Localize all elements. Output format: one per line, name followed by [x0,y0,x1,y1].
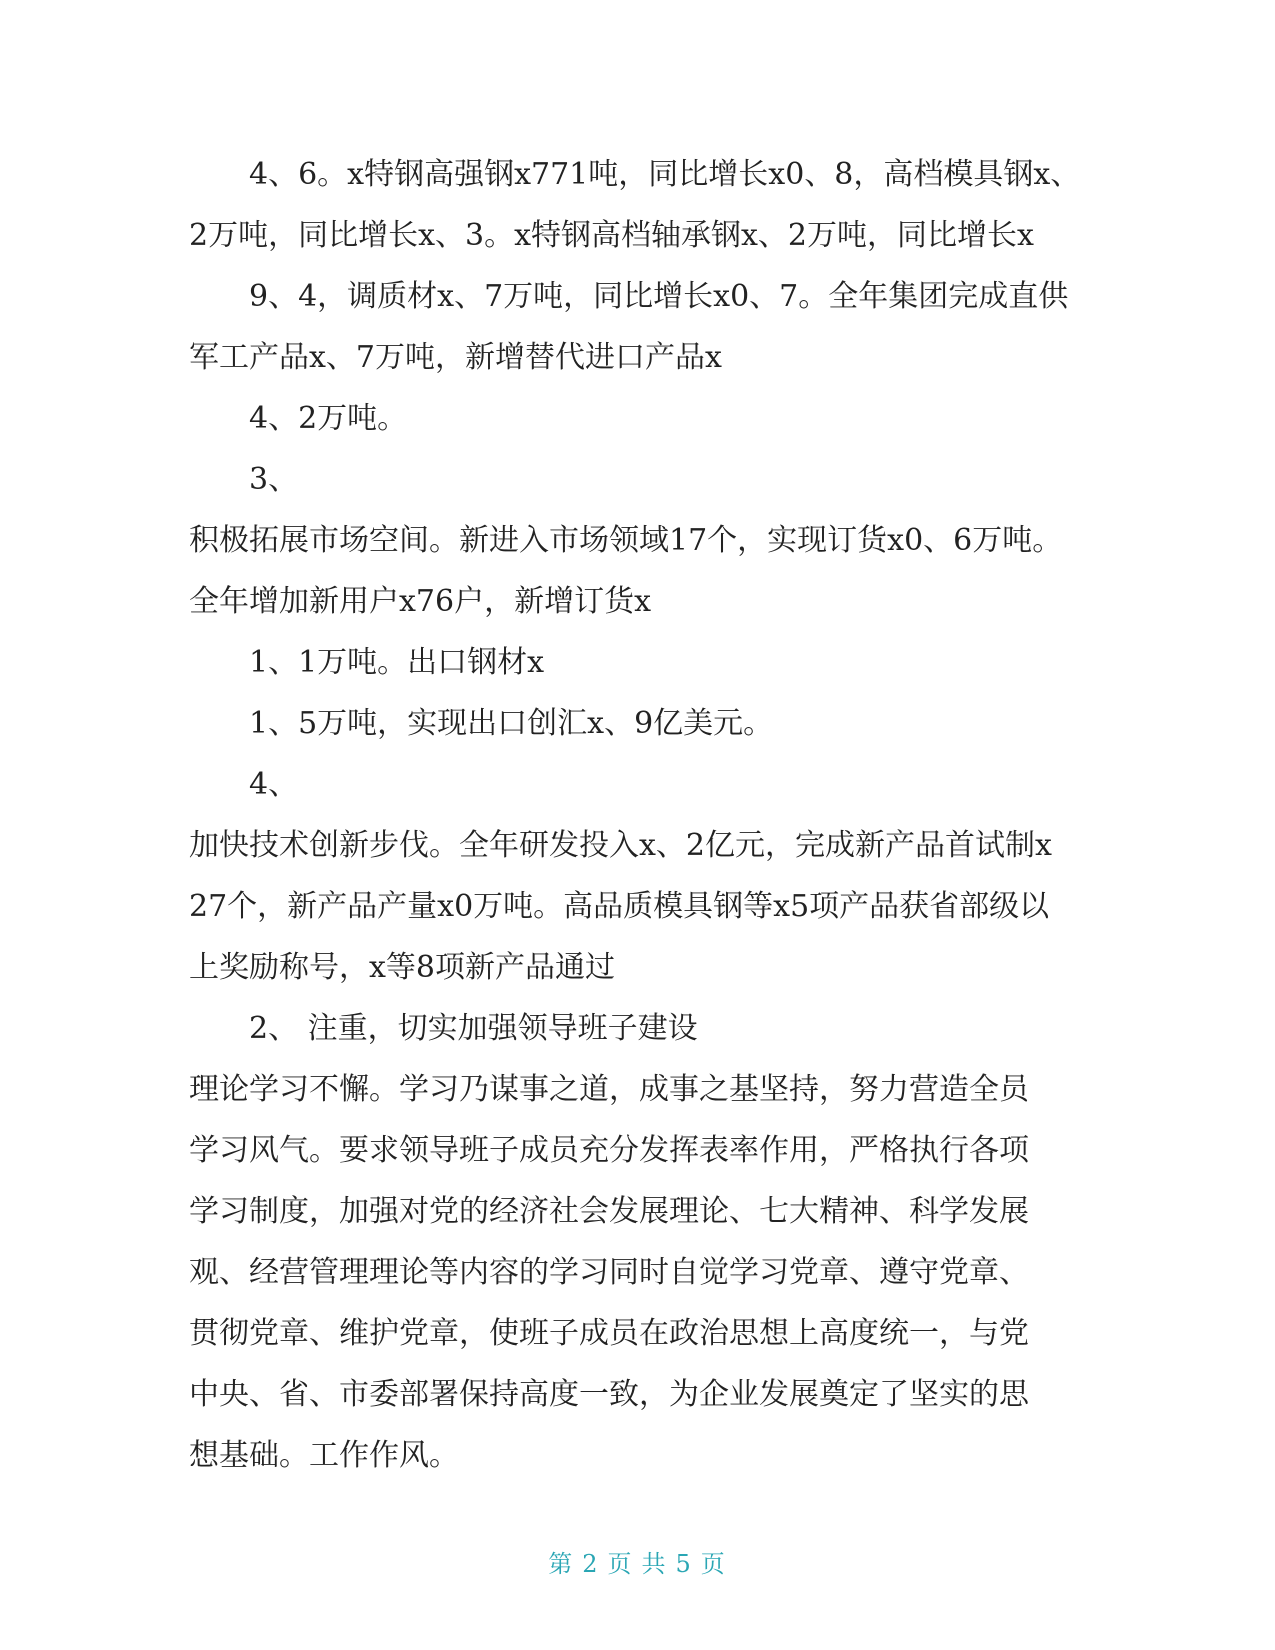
page-footer [0,1544,1275,1579]
text-line: 上奖励称号，x等8项新产品通过 [189,950,616,985]
footer-prefix: 第 [548,1550,575,1578]
text-line: 1、5万吨，实现出口创汇x、9亿美元。 [249,706,774,741]
text-line: 加快技术创新步伐。全年研发投入x、2亿元，完成新产品首试制x [189,828,1052,863]
text-line: 9、4，调质材x、7万吨，同比增长x0、7。全年集团完成直供 [249,279,1069,314]
text-line: 贯彻党章、维护党章，使班子成员在政治思想上高度统一，与党 [189,1316,1029,1351]
text-line: 2万吨，同比增长x、3。x特钢高档轴承钢x、2万吨，同比增长x [189,218,1034,253]
text-line: 1、1万吨。出口钢材x [249,645,545,680]
text-line: 4、2万吨。 [249,401,408,436]
text-line: 4、6。x特钢高强钢x771吨，同比增长x0、8，高档模具钢x、 [249,157,1081,192]
text-line: 3、 [249,462,299,497]
text-line: 军工产品x、7万吨，新增替代进口产品x [189,340,722,375]
text-line: 学习风气。要求领导班子成员充分发挥表率作用，严格执行各项 [189,1133,1029,1168]
footer-total-word: 共 [641,1550,668,1578]
footer-page-word: 页 [607,1550,634,1578]
text-line: 4、 [249,767,299,802]
text-line: 想基础。工作作风。 [189,1438,459,1473]
text-line: 观、经营管理理论等内容的学习同时自觉学习党章、遵守党章、 [189,1255,1029,1290]
text-line: 中央、省、市委部署保持高度一致，为企业发展奠定了坚实的思 [189,1377,1029,1412]
text-line: 理论学习不懈。学习乃谋事之道，成事之基坚持，努力营造全员 [189,1072,1029,1107]
text-line: 学习制度，加强对党的经济社会发展理论、七大精神、科学发展 [189,1194,1029,1229]
text-line: 全年增加新用户x76户，新增订货x [189,584,652,619]
document-body [189,144,1089,1486]
text-line: 积极拓展市场空间。新进入市场领域17个，实现订货x0、6万吨。 [189,523,1063,558]
section-heading: 2、 注重，切实加强领导班子建设 [249,1011,698,1046]
footer-current-page: 2 [582,1550,600,1578]
footer-suffix: 页 [700,1550,727,1578]
text-line: 27个，新产品产量x0万吨。高品质模具钢等x5项产品获省部级以 [189,889,1050,924]
footer-total-pages: 5 [675,1550,693,1578]
